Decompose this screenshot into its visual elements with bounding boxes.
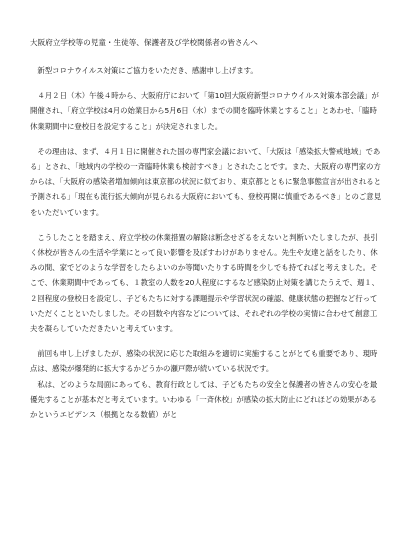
- document-title: 大阪府立学校等の児童・生徒等、保護者及び学校関係者の皆さんへ: [30, 38, 258, 47]
- paragraph-current-situation: 前回も申し上げましたが、感染の状況に応じた取組みを適切に実施することがとても重要であり、現時点は、感染が爆発的に拡大するかどうかの瀬戸際が続いている状況です。: [30, 349, 378, 374]
- paragraph-policy: 私は、どのような局面にあっても、教育行政としては、子どもたちの安全と保護者の皆さんの安心を最優先することが基本だと考えています。いわゆる「一斉休校」が感染の拡大防止にどれほどの効果があるかというエビデンス（根拠となる数値）がと: [30, 379, 378, 420]
- paragraph-gratitude: 新型コロナウイルス対策にご協力をいただき、感謝申し上げます。: [37, 66, 258, 75]
- paragraph-school-days: こうしたことを踏まえ、府立学校の休業措置の解除は断念せざるをえないと判断いたしましたが、長引く休校が皆さんの生活や学業にとって良い影響を及ぼすわけがありません。先生や友達と話をしたり、休みの間、家でどのような学習をしたらよいのか等聞いたりする時間を少しでも持てればと考えました。そこで、休業期間中であっても、１教室の人数を20人程度にするなど感染防止対策を講じたうえで、週１、２回程度の登校日を設定し、子どもたちに対する課題提示や学習状況の確認、健康状態の把握など行っていただくことといたしました。その回数や内容などについては、それぞれの学校の実情に合わせて創意工夫を凝らしていただきたいと考えています。: [30, 232, 380, 334]
- paragraph-reasons: その理由は、まず、４月１日に開催された国の専門家会議において、「大阪は「感染拡大警戒地域」である」とされ、「地域内の学校の一斉臨時休業も検討すべき」とされたことです。また、大阪府の専門家の方からは、「大阪府の感染者増加傾向は東京都の状況に似ており、東京都とともに緊急事態宣言が出されると予測される」「現在も流行拡大傾向が見られる大阪府においても、登校再開に慎重であるべき」とのご意見をいただいています。: [30, 146, 382, 217]
- paragraph-decision: ４月２日（木）午後４時から、大阪府庁において「第10回大阪府新型コロナウイルス対策本部会議」が開催され、「府立学校は4月の始業日から5月6日（水）までの間を臨時休業とすること」とあわせ、「臨時休業期間中に登校日を設定すること」が決定されました。: [30, 91, 379, 131]
